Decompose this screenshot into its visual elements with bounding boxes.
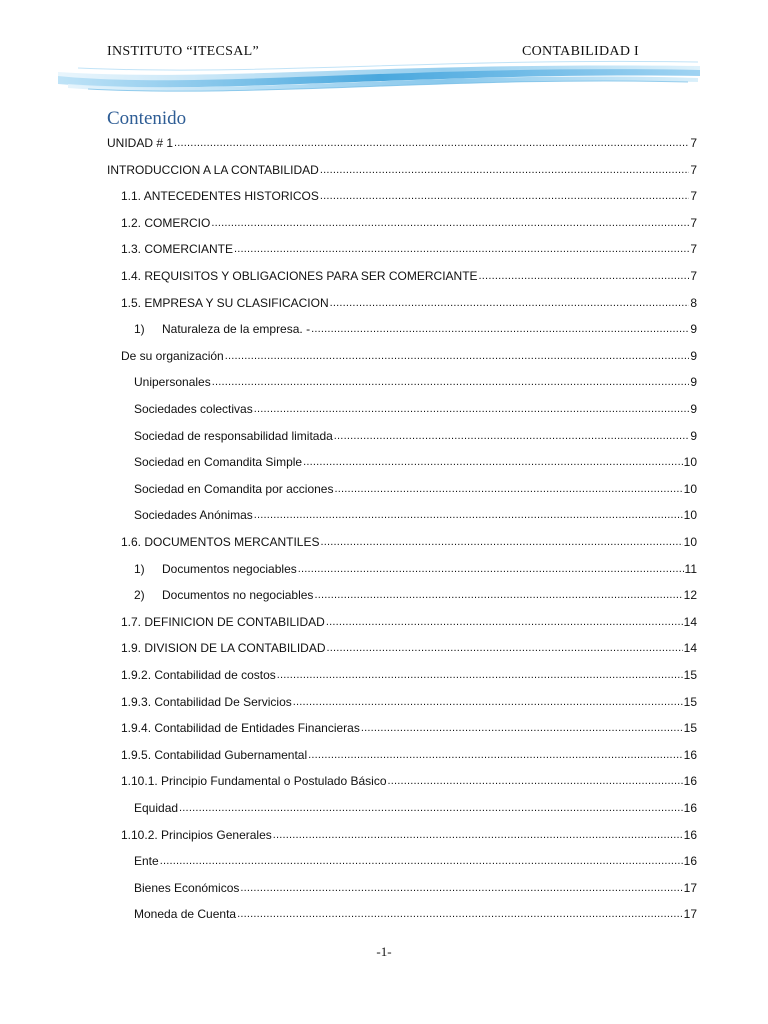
toc-entry[interactable] [121, 822, 697, 842]
toc-entry-label: Naturaleza de la empresa. - [162, 322, 311, 337]
toc-heading: Contenido [107, 108, 187, 129]
toc-dot-leader [174, 136, 689, 150]
toc-entry-page: 15 [683, 721, 697, 736]
toc-entry-label: De su organización [121, 348, 224, 363]
toc-entry-label: INTRODUCCION A LA CONTABILIDAD [107, 162, 319, 177]
toc-entry-number: 1) [134, 322, 145, 337]
toc-entry-page: 17 [683, 880, 697, 895]
toc-entry[interactable] [134, 316, 697, 336]
toc-entry-label: Sociedad en Comandita Simple [134, 455, 303, 470]
toc-entry-label: Sociedades Anónimas [134, 508, 253, 523]
toc-dot-leader [314, 588, 682, 602]
toc-entry[interactable] [121, 183, 697, 203]
toc-entry-label: 1.3. COMERCIANTE [121, 242, 234, 257]
toc-entry-page: 15 [683, 668, 697, 682]
toc-dot-leader [308, 748, 683, 762]
toc-entry-page: 15 [683, 694, 697, 709]
toc-entry[interactable] [121, 715, 697, 735]
toc-entry[interactable] [107, 157, 697, 177]
toc-dot-leader [330, 296, 690, 310]
toc-entry-page: 8 [690, 295, 697, 310]
toc-dot-leader [254, 402, 690, 416]
toc-dot-leader [311, 322, 689, 336]
toc-entry[interactable] [134, 795, 697, 815]
toc-entry-label: Moneda de Cuenta [134, 907, 237, 922]
toc-entry-page: 16 [683, 854, 697, 869]
toc-entry-label: 1.4. REQUISITOS Y OBLIGACIONES PARA SER COMERCIANTE [121, 269, 478, 283]
toc-dot-leader [277, 668, 683, 682]
toc-dot-leader [320, 189, 689, 203]
toc-entry[interactable] [134, 582, 697, 602]
toc-entry-page: 9 [690, 402, 697, 416]
toc-entry[interactable] [134, 369, 697, 389]
toc-entry-label: Equidad [134, 801, 179, 815]
toc-entry-label: 1.10.1. Principio Fundamental o Postulado Básico [121, 774, 387, 789]
toc-entry[interactable] [134, 901, 697, 921]
toc-dot-leader [334, 482, 682, 496]
toc-entry-label: 1.5. EMPRESA Y SU CLASIFICACION [121, 295, 329, 310]
toc-entry-page: 7 [690, 162, 697, 177]
toc-entry[interactable] [121, 609, 697, 629]
institute-name: INSTITUTO “ITECSAL” [107, 44, 260, 59]
toc-entry-page: 7 [690, 215, 697, 230]
toc-entry-label: 1.9.3. Contabilidad De Servicios [121, 694, 292, 709]
toc-entry-label: 1.9.4. Contabilidad de Entidades Financieras [121, 721, 360, 736]
toc-entry-label: Sociedad de responsabilidad limitada [134, 428, 333, 443]
toc-dot-leader [273, 828, 683, 842]
toc-entry-label: Unipersonales [134, 375, 211, 390]
toc-entry-page: 7 [690, 269, 697, 283]
toc-entry-page: 17 [683, 907, 697, 922]
toc-entry-page: 10 [683, 508, 697, 523]
toc-entry-label: 1.7. DEFINICION DE CONTABILIDAD [121, 614, 325, 629]
toc-dot-leader [160, 854, 683, 868]
toc-dot-leader [479, 269, 690, 283]
toc-entry-label: Bienes Económicos [134, 880, 240, 895]
toc-entry[interactable] [121, 662, 697, 682]
toc-dot-leader [212, 375, 690, 389]
toc-dot-leader [327, 641, 683, 655]
toc-dot-leader [298, 562, 684, 576]
toc-entry-label: 1.9. DIVISION DE LA CONTABILIDAD [121, 641, 326, 656]
toc-dot-leader [320, 163, 689, 177]
toc-dot-leader [361, 721, 683, 735]
toc-entry-page: 14 [683, 641, 697, 656]
toc-dot-leader [334, 429, 690, 443]
toc-entry-label: 1.9.5. Contabilidad Gubernamental [121, 747, 308, 762]
toc-entry[interactable] [134, 449, 697, 469]
toc-dot-leader [211, 216, 689, 230]
toc-entry-page: 16 [683, 747, 697, 762]
toc-dot-leader [326, 615, 683, 629]
toc-entry[interactable] [121, 635, 697, 655]
toc-entry-page: 9 [690, 348, 697, 363]
toc-entry[interactable] [121, 290, 697, 310]
page-number: -1- [376, 944, 392, 959]
toc-dot-leader [388, 774, 683, 788]
header-wave-decoration [58, 56, 700, 98]
toc-dot-leader [225, 349, 690, 363]
toc-entry[interactable] [134, 875, 697, 895]
toc-entry[interactable] [121, 742, 697, 762]
toc-entry-number: 2) [134, 588, 145, 603]
toc-entry-label: Sociedades colectivas [134, 402, 253, 416]
toc-entry-page: 11 [684, 561, 697, 576]
toc-entry[interactable] [121, 343, 697, 363]
toc-entry[interactable] [107, 130, 697, 150]
toc-entry-label: Ente [134, 854, 159, 869]
toc-entry-label: UNIDAD # 1 [107, 136, 174, 150]
toc-dot-leader [293, 695, 683, 709]
toc-entry[interactable] [121, 210, 697, 230]
toc-entry-page: 9 [690, 428, 697, 443]
toc-entry[interactable] [134, 423, 697, 443]
toc-entry[interactable] [134, 396, 697, 416]
toc-entry-label: 1.2. COMERCIO [121, 215, 211, 230]
toc-entry[interactable] [134, 848, 697, 868]
toc-entry[interactable] [121, 529, 697, 549]
toc-dot-leader [254, 508, 683, 522]
toc-entry[interactable] [121, 689, 697, 709]
toc-entry[interactable] [121, 236, 697, 256]
toc-dot-leader [320, 535, 682, 549]
toc-entry-page: 10 [683, 535, 697, 549]
toc-entry-page: 7 [690, 189, 697, 204]
toc-dot-leader [234, 242, 689, 256]
toc-entry-page: 7 [690, 242, 697, 257]
toc-entry-label: Documentos negociables [162, 561, 297, 576]
toc-entry-number: 1) [134, 561, 145, 576]
toc-entry-page: 9 [690, 375, 697, 390]
toc-entry[interactable] [134, 476, 697, 496]
toc-dot-leader [179, 801, 683, 815]
toc-entry-label: 1.9.2. Contabilidad de costos [121, 668, 276, 682]
toc-entry-page: 14 [683, 614, 697, 629]
toc-entry-label: Sociedad en Comandita por acciones [134, 481, 334, 496]
toc-entry-page: 9 [690, 322, 697, 337]
toc-entry[interactable] [121, 263, 697, 283]
toc-dot-leader [240, 881, 682, 895]
course-name: CONTABILIDAD I [521, 44, 639, 59]
toc-entry-label: 1.6. DOCUMENTOS MERCANTILES [121, 535, 320, 549]
toc-dot-leader [303, 455, 683, 469]
toc-entry-label: Documentos no negociables [162, 588, 314, 603]
toc-entry-page: 16 [683, 801, 697, 815]
toc-entry-label: 1.1. ANTECEDENTES HISTORICOS [121, 189, 319, 204]
toc-entry[interactable] [134, 502, 697, 522]
toc-entry-page: 10 [683, 455, 697, 470]
toc-entry-page: 16 [683, 827, 697, 842]
toc-entry-page: 10 [683, 481, 697, 496]
toc-entry-page: 12 [683, 588, 697, 603]
toc-dot-leader [237, 907, 683, 921]
toc-entry-label: 1.10.2. Principios Generales [121, 827, 272, 842]
toc-entry-page: 7 [690, 136, 697, 150]
toc-entry[interactable] [121, 768, 697, 788]
toc-entry-page: 16 [683, 774, 697, 789]
toc-entry[interactable] [134, 556, 697, 576]
